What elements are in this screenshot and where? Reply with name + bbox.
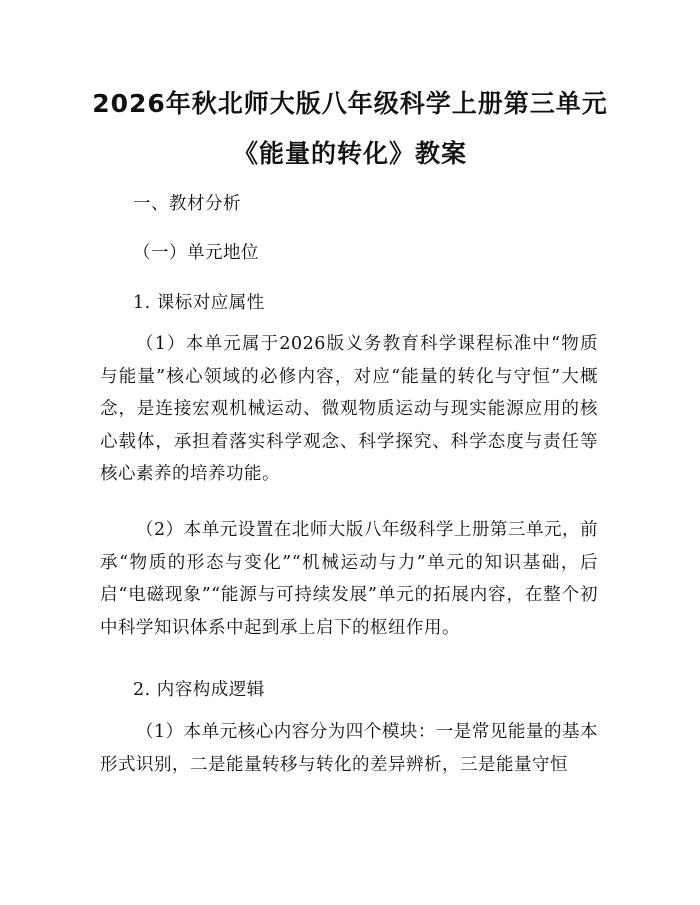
item-heading-content-logic: 2. 内容构成逻辑 xyxy=(133,680,265,700)
subsection-heading-unit-position: （一）单元地位 xyxy=(133,243,259,263)
paragraph-curriculum-standard: （1）本单元属于2026版义务教育科学课程标准中“物质与能量”核心领域的必修内容，对应“能量的转化与守恒”大概念，是连接宏观机械运动、微观物质运动与现实能源应用的核心载体，承担着落实科学观念、科学探究、科学态度与责任等核心素养的培养功能。 xyxy=(100,334,598,484)
item-heading-curriculum-attribute: 1. 课标对应属性 xyxy=(133,293,265,313)
document-title-line-2: 《能量的转化》教案 xyxy=(232,139,467,168)
document-title-line-1: 2026年秋北师大版八年级科学上册第三单元 xyxy=(92,89,608,118)
section-heading-textbook-analysis: 一、教材分析 xyxy=(133,194,241,214)
paragraph-unit-placement: （2）本单元设置在北师大版八年级科学上册第三单元，前承“物质的形态与变化”“机械运动与力”单元的知识基础，后启“电磁现象”“能源与可持续发展”单元的拓展内容，在整个初中科学知识体系中起到承上启下的枢纽作用。 xyxy=(100,520,598,638)
paragraph-core-modules: （1）本单元核心内容分为四个模块：一是常见能量的基本形式识别，二是能量转移与转化的差异辨析，三是能量守恒 xyxy=(100,722,598,775)
